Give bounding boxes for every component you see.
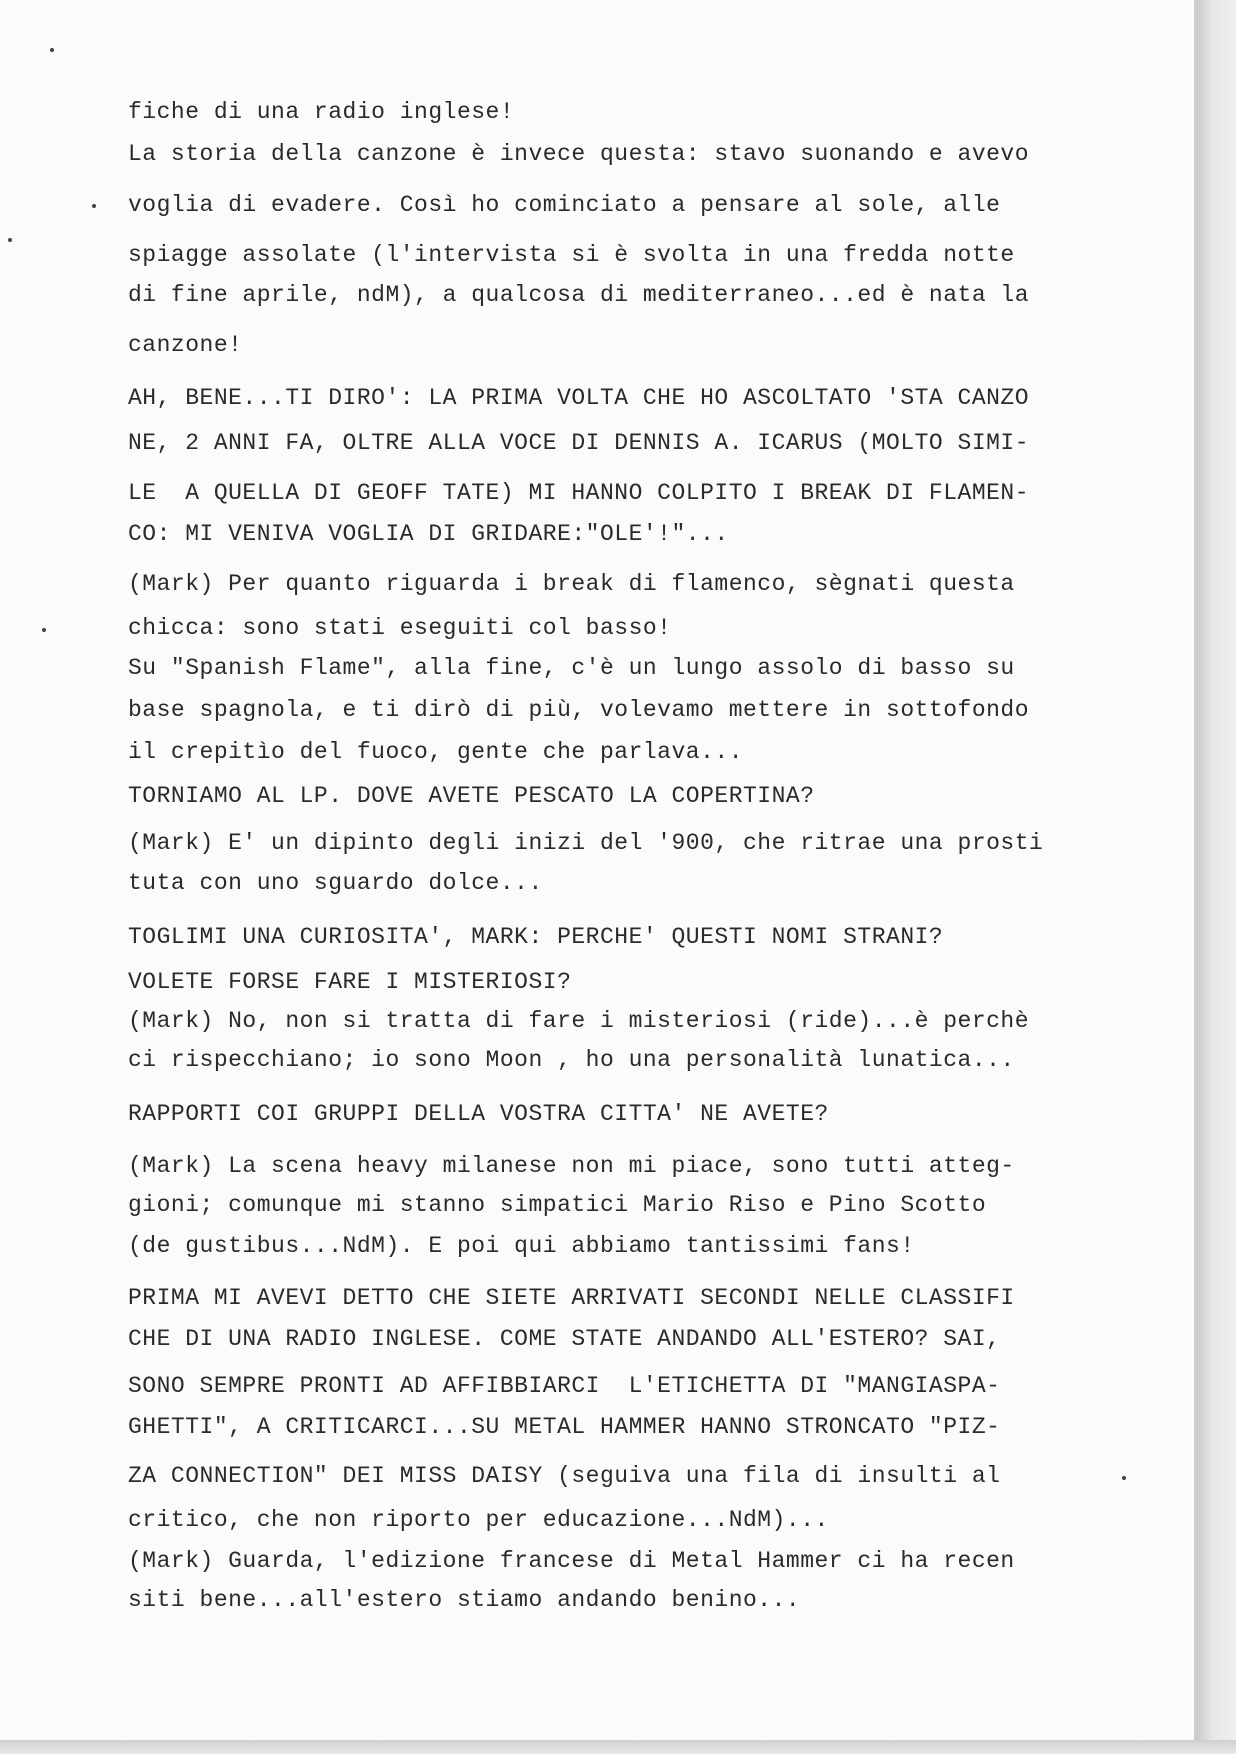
text-line: PRIMA MI AVEVI DETTO CHE SIETE ARRIVATI SECONDI NELLE CLASSIFI xyxy=(128,1285,1015,1311)
text-line: SONO SEMPRE PRONTI AD AFFIBBIARCI L'ETICHETTA DI "MANGIASPA- xyxy=(128,1373,1001,1399)
page-right-edge xyxy=(1196,0,1236,1754)
text-line: voglia di evadere. Così ho cominciato a pensare al sole, alle xyxy=(128,192,1001,218)
text-line: chicca: sono stati eseguiti col basso! xyxy=(128,615,672,641)
text-line: GHETTI", A CRITICARCI...SU METAL HAMMER HANNO STRONCATO "PIZ- xyxy=(128,1414,1001,1440)
text-line: spiagge assolate (l'intervista si è svolta in una fredda notte xyxy=(128,242,1015,268)
text-line: (Mark) No, non si tratta di fare i misteriosi (ride)...è perchè xyxy=(128,1008,1030,1034)
text-line: RAPPORTI COI GRUPPI DELLA VOSTRA CITTA' NE AVETE? xyxy=(128,1101,829,1127)
text-line: (Mark) Per quanto riguarda i break di flamenco, sègnati questa xyxy=(128,571,1015,597)
text-line: ci rispecchiano; io sono Moon , ho una personalità lunatica... xyxy=(128,1047,1015,1073)
text-line: (Mark) Guarda, l'edizione francese di Metal Hammer ci ha recen xyxy=(128,1548,1015,1574)
text-line: NE, 2 ANNI FA, OLTRE ALLA VOCE DI DENNIS A. ICARUS (MOLTO SIMI- xyxy=(128,430,1030,456)
text-line: il crepitìo del fuoco, gente che parlava... xyxy=(128,739,743,765)
margin-dot xyxy=(8,238,12,242)
text-line: La storia della canzone è invece questa: stavo suonando e avevo xyxy=(128,141,1030,167)
text-line: di fine aprile, ndM), a qualcosa di mediterraneo...ed è nata la xyxy=(128,282,1030,308)
text-line: (Mark) La scena heavy milanese non mi piace, sono tutti atteg- xyxy=(128,1153,1015,1179)
text-line: base spagnola, e ti dirò di più, volevamo mettere in sottofondo xyxy=(128,697,1030,723)
text-line: ZA CONNECTION" DEI MISS DAISY (seguiva una fila di insulti al xyxy=(128,1463,1001,1489)
text-line: TORNIAMO AL LP. DOVE AVETE PESCATO LA COPERTINA? xyxy=(128,783,815,809)
text-line: LE A QUELLA DI GEOFF TATE) MI HANNO COLPITO I BREAK DI FLAMEN- xyxy=(128,480,1030,506)
margin-dot xyxy=(42,628,46,632)
text-line: (Mark) E' un dipinto degli inizi del '900, che ritrae una prosti xyxy=(128,830,1044,856)
text-line: critico, che non riporto per educazione...NdM)... xyxy=(128,1507,829,1533)
text-line: canzone! xyxy=(128,332,243,358)
margin-dot xyxy=(1122,1476,1126,1480)
page-bottom-edge xyxy=(0,1740,1236,1754)
text-line: (de gustibus...NdM). E poi qui abbiamo tantissimi fans! xyxy=(128,1233,915,1259)
text-line: TOGLIMI UNA CURIOSITA', MARK: PERCHE' QUESTI NOMI STRANI? xyxy=(128,924,944,950)
text-line: gioni; comunque mi stanno simpatici Mario Riso e Pino Scotto xyxy=(128,1192,987,1218)
text-line: CHE DI UNA RADIO INGLESE. COME STATE ANDANDO ALL'ESTERO? SAI, xyxy=(128,1326,1001,1352)
text-line: fiche di una radio inglese! xyxy=(128,99,515,125)
text-line: AH, BENE...TI DIRO': LA PRIMA VOLTA CHE HO ASCOLTATO 'STA CANZO xyxy=(128,385,1030,411)
text-line: VOLETE FORSE FARE I MISTERIOSI? xyxy=(128,969,572,995)
text-line: CO: MI VENIVA VOGLIA DI GRIDARE:"OLE'!"... xyxy=(128,521,729,547)
text-line: Su "Spanish Flame", alla fine, c'è un lungo assolo di basso su xyxy=(128,655,1015,681)
text-line: siti bene...all'estero stiamo andando benino... xyxy=(128,1587,801,1613)
margin-dot xyxy=(50,48,54,52)
text-line: tuta con uno sguardo dolce... xyxy=(128,870,543,896)
margin-dot xyxy=(92,204,96,208)
